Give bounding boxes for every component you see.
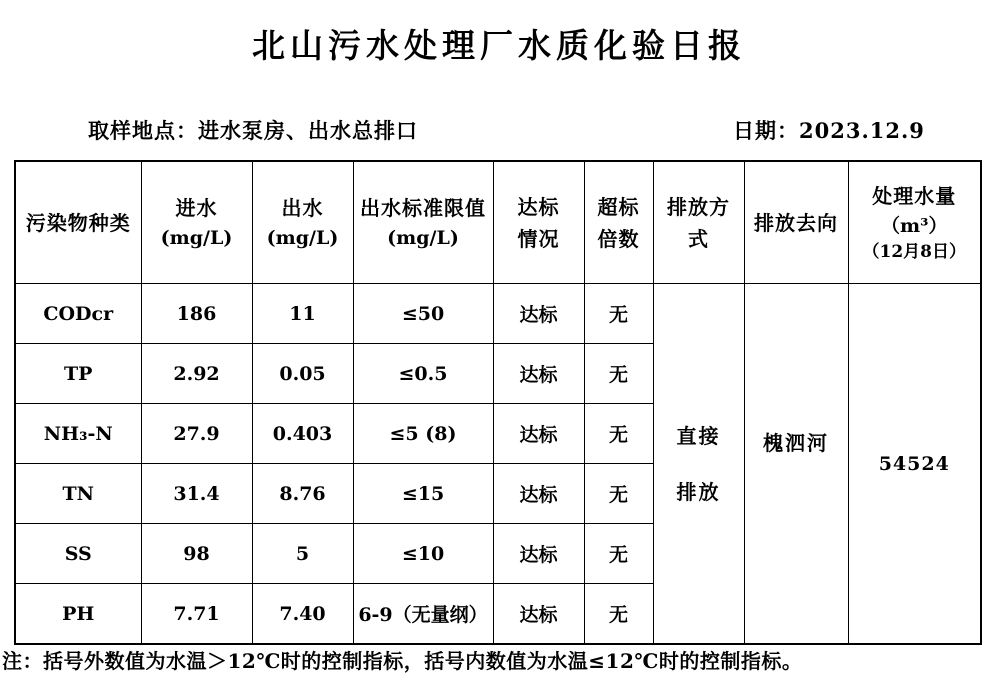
exceed-cell: 无 (584, 284, 653, 344)
exceed-cell: 无 (584, 404, 653, 464)
header-effluent (252, 161, 353, 284)
exceed-cell: 无 (584, 584, 653, 645)
discharge-destination-value: 槐泗河 (763, 431, 829, 455)
water-quality-table (14, 160, 982, 645)
meta-row (0, 115, 998, 145)
header-line: 式 (688, 226, 709, 251)
header-line: 处理水量 (872, 183, 957, 208)
limit-cell: ≤10 (353, 524, 493, 584)
influent-cell: 98 (141, 524, 252, 584)
effluent-cell: 8.76 (252, 464, 353, 524)
status-cell: 达标 (493, 344, 584, 404)
exceed-cell: 无 (584, 464, 653, 524)
header-discharge-destination (744, 161, 848, 284)
pollutant-cell: SS (15, 524, 141, 584)
table-header-row (15, 161, 981, 284)
header-line: 进水 (175, 196, 218, 221)
influent-cell: 27.9 (141, 404, 252, 464)
header-line: 污染物种类 (25, 210, 131, 235)
header-line: (mg/L) (387, 227, 459, 250)
header-line: (mg/L) (160, 227, 233, 250)
footnote: 注：括号外数值为水温＞12℃时的控制指标，括号内数值为水温≤12℃时的控制指标。 (2, 649, 803, 673)
header-line: （m³） (881, 214, 948, 237)
discharge-mode-cell (653, 284, 744, 645)
header-line: 倍数 (597, 226, 640, 251)
effluent-cell: 5 (252, 524, 353, 584)
discharge-mode-line: 排放 (676, 479, 721, 504)
influent-cell: 2.92 (141, 344, 252, 404)
header-line: 排放方 (667, 194, 730, 219)
status-cell: 达标 (493, 584, 584, 645)
limit-cell: ≤5 (8) (353, 404, 493, 464)
status-cell: 达标 (493, 464, 584, 524)
limit-cell: ≤15 (353, 464, 493, 524)
page-title: 北山污水处理厂水质化验日报 (252, 26, 746, 65)
header-exceed (584, 161, 653, 284)
header-pollutant (15, 161, 141, 284)
pollutant-cell: TN (15, 464, 141, 524)
date-label: 日期：2023.12.9 (733, 118, 925, 143)
limit-cell: ≤50 (353, 284, 493, 344)
header-line: 排放去向 (754, 210, 838, 235)
effluent-cell: 7.40 (252, 584, 353, 645)
influent-cell: 186 (141, 284, 252, 344)
pollutant-cell: PH (15, 584, 141, 645)
status-cell: 达标 (493, 284, 584, 344)
pollutant-cell: TP (15, 344, 141, 404)
pollutant-cell: CODcr (15, 284, 141, 344)
header-line: (mg/L) (266, 227, 339, 250)
header-discharge-mode (653, 161, 744, 284)
header-line: （12月8日） (862, 242, 966, 262)
treated-volume-cell: 54524 (848, 284, 981, 645)
limit-cell: ≤0.5 (353, 344, 493, 404)
sampling-location-label: 取样地点：进水泵房、出水总排口 (88, 118, 418, 143)
discharge-destination-cell (744, 284, 848, 645)
header-compliance (493, 161, 584, 284)
header-limit (353, 161, 493, 284)
header-line: 出水标准限值 (360, 196, 486, 221)
exceed-cell: 无 (584, 524, 653, 584)
header-line: 超标 (597, 194, 640, 219)
status-cell: 达标 (493, 524, 584, 584)
header-line: 情况 (517, 226, 560, 251)
pollutant-cell: NH₃-N (15, 404, 141, 464)
influent-cell: 7.71 (141, 584, 252, 645)
influent-cell: 31.4 (141, 464, 252, 524)
status-cell: 达标 (493, 404, 584, 464)
discharge-mode-line: 直接 (676, 423, 721, 448)
header-line: 达标 (517, 194, 560, 219)
effluent-cell: 0.403 (252, 404, 353, 464)
exceed-cell: 无 (584, 344, 653, 404)
header-influent (141, 161, 252, 284)
header-treated-volume (848, 161, 981, 284)
effluent-cell: 11 (252, 284, 353, 344)
table-row (15, 284, 981, 344)
effluent-cell: 0.05 (252, 344, 353, 404)
limit-cell: 6-9（无量纲） (353, 584, 493, 645)
header-line: 出水 (281, 196, 324, 221)
